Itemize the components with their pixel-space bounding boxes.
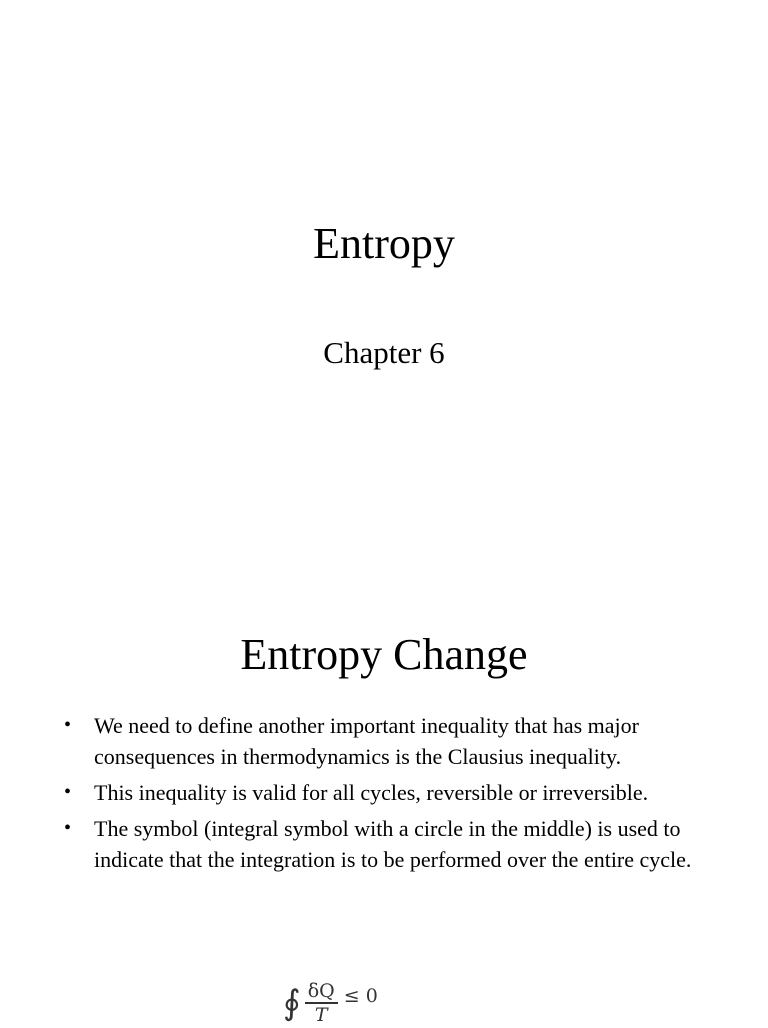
- bullet-marker: •: [64, 714, 72, 736]
- integral-glyph: ∮: [283, 983, 301, 1023]
- bullet-text: The symbol (integral symbol with a circle in the middle) is used to indicate that the integration is to be performed over the entire cycle.: [94, 816, 692, 872]
- bullet-text: We need to define another important inequality that has major consequences in thermodynamics is the Clausius inequality.: [94, 713, 639, 769]
- bullet-marker: •: [64, 781, 72, 803]
- bullet-item: [0, 710, 768, 772]
- bullet-marker: •: [64, 817, 72, 839]
- content-slide: [0, 580, 768, 1024]
- slide-title: Entropy Change: [240, 630, 528, 679]
- cyclic-integral-symbol: [283, 983, 301, 1023]
- inequality-rhs: ≤ 0: [343, 985, 378, 1007]
- bullet-item: [0, 813, 768, 875]
- fraction-numerator: δQ: [307, 980, 335, 1003]
- slide-subtitle: Chapter 6: [323, 335, 445, 370]
- clausius-inequality-equation: [283, 978, 378, 1028]
- bullet-text: This inequality is valid for all cycles, reversible or irreversible.: [94, 780, 649, 805]
- bullet-item: [0, 777, 768, 808]
- fraction: [305, 980, 338, 1025]
- slide-title: Entropy: [313, 219, 455, 268]
- fraction-denominator: T: [314, 1003, 328, 1026]
- bullet-list: [0, 710, 768, 880]
